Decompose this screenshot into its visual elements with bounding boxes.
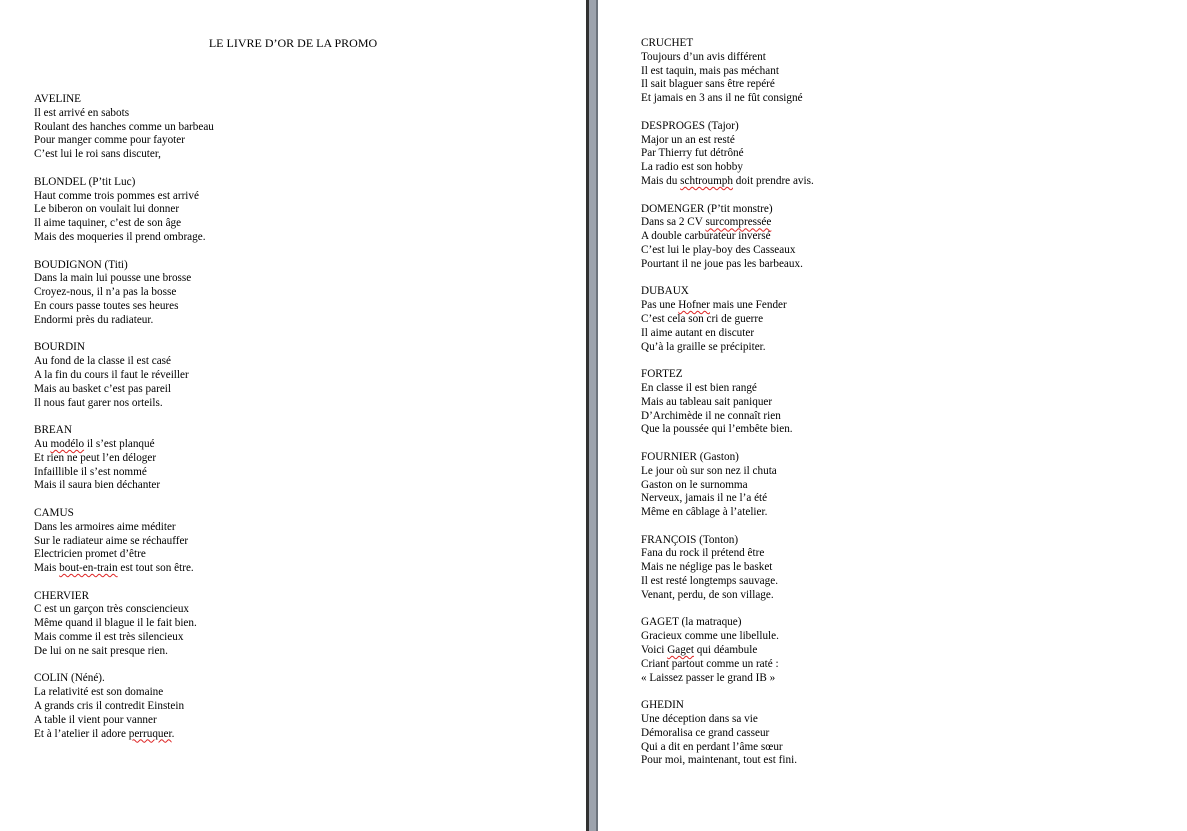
poem-line: Criant partout comme un raté : [641, 657, 779, 670]
spellcheck-flagged-word: perruquer [128, 727, 172, 740]
entry-name: BOUDIGNON (Titi) [34, 258, 128, 271]
poem-line: Croyez-nous, il n’a pas la bosse [34, 286, 177, 299]
poem-line: En cours passe toutes ses heures [34, 299, 179, 312]
poem-line: Et rien ne peut l’en déloger [34, 451, 157, 464]
poem-line: Par Thierry fut détrôné [641, 147, 744, 160]
spellcheck-flagged-word: Hofner [678, 299, 710, 312]
poem-line: Pour moi, maintenant, tout est fini. [641, 754, 797, 767]
poem-entry [34, 672, 214, 741]
poem-line: C est un garçon très consciencieux [34, 603, 190, 616]
poem-line: Mais du schtroumph doit prendre avis. [641, 174, 814, 187]
poem-line: Même en câblage à l’atelier. [641, 506, 768, 519]
poem-line: Il est arrivé en sabots [34, 106, 130, 119]
entry-name: FOURNIER (Gaston) [641, 450, 739, 463]
poem-entry [641, 285, 814, 354]
poem-line: La radio est son hobby [641, 161, 743, 174]
document-title: LE LIVRE D’OR DE LA PROMO [208, 36, 378, 50]
poem-line: Il aime taquiner, c’est de son âge [34, 217, 182, 230]
poem-entry [34, 259, 214, 328]
poem-line: C’est lui le play-boy des Casseaux [641, 243, 796, 256]
poem-line: Dans la main lui pousse une brosse [34, 272, 192, 285]
poem-line: Mais ne néglige pas le basket [641, 561, 773, 574]
poem-entry [34, 507, 214, 576]
poem-entry [34, 176, 214, 245]
poem-line: Que la poussée qui l’embête bien. [641, 423, 793, 436]
poem-entry [641, 616, 814, 685]
poem-line: C’est cela son cri de guerre [641, 312, 764, 325]
poem-entry [641, 699, 814, 768]
entry-name: AVELINE [34, 93, 82, 105]
poem-line: Mais il saura bien déchanter [34, 479, 161, 492]
poem-line: La relativité est son domaine [34, 686, 164, 699]
poem-line: Nerveux, jamais il ne l’a été [641, 492, 768, 505]
poem-line: Mais comme il est très silencieux [34, 631, 184, 644]
poem-line: Haut comme trois pommes est arrivé [34, 189, 199, 202]
poem-line: Il est taquin, mais pas méchant [641, 64, 779, 77]
spellcheck-flagged-word: Gaget [667, 644, 694, 657]
poem-line: Pas une Hofner mais une Fender [641, 299, 787, 312]
poem-line: Pour manger comme pour fayoter [34, 134, 185, 147]
entry-name: FRANÇOIS (Tonton) [641, 533, 739, 546]
poem-line: Il sait blaguer sans être repéré [641, 78, 775, 91]
poem-line: C’est lui le roi sans discuter, [34, 148, 161, 161]
entry-name: DESPROGES (Tajor) [641, 119, 739, 132]
poem-entry [641, 534, 814, 603]
poem-entry [34, 93, 214, 162]
poem-line: Major un an est resté [641, 133, 735, 146]
poem-line: A la fin du cours il faut le réveiller [34, 368, 189, 381]
poem-line: Mais bout-en-train est tout son être. [34, 562, 194, 575]
spellcheck-flagged-word: surcompressée [705, 216, 772, 229]
poem-line: Qu’à la graille se précipiter. [641, 340, 766, 353]
entry-name: COLIN (Néné). [34, 672, 105, 685]
poem-line: Il nous faut garer nos orteils. [34, 396, 163, 409]
poem-line: « Laissez passer le grand IB » [641, 671, 776, 684]
entry-name: CAMUS [34, 506, 74, 519]
poem-line: Dans sa 2 CV surcompressée [641, 216, 772, 229]
page-gutter [586, 0, 598, 831]
entry-name: CHERVIER [34, 589, 90, 602]
entry-name: DOMENGER (P’tit monstre) [641, 202, 773, 215]
left-page [0, 0, 586, 831]
poem-line: Une déception dans sa vie [641, 713, 758, 726]
poem-line: Gracieux comme une libellule. [641, 630, 779, 643]
poem-entry [641, 368, 814, 437]
poem-line: Et à l’atelier il adore perruquer. [34, 727, 175, 740]
poem-line: Roulant des hanches comme un barbeau [34, 120, 214, 133]
poem-line: Mais des moqueries il prend ombrage. [34, 230, 206, 243]
poem-line: Gaston on le surnomma [641, 478, 748, 491]
poem-line: Infaillible il s’est nommé [34, 465, 147, 478]
poem-line: En classe il est bien rangé [641, 381, 757, 394]
entry-name: CRUCHET [641, 37, 694, 49]
entry-name: GHEDIN [641, 699, 684, 712]
poem-entry [641, 120, 814, 189]
entry-name: DUBAUX [641, 285, 689, 298]
poem-line: Il est resté longtemps sauvage. [641, 575, 779, 588]
poem-line: Démoralisa ce grand casseur [641, 726, 770, 739]
poem-entry [34, 424, 214, 493]
entry-name: FORTEZ [641, 368, 683, 381]
poem-line: De lui on ne sait presque rien. [34, 644, 168, 657]
poem-line: A table il vient pour vanner [34, 713, 157, 726]
poem-line: Même quand il blague il le fait bien. [34, 617, 197, 630]
right-column [641, 37, 814, 782]
poem-line: Au modélo il s’est planqué [34, 437, 155, 450]
poem-entry [641, 37, 814, 106]
spellcheck-flagged-word: schtroumph [680, 174, 733, 187]
poem-line: A grands cris il contredit Einstein [34, 700, 185, 713]
entry-name: BOURDIN [34, 341, 85, 354]
poem-line: Mais au basket c’est pas pareil [34, 382, 171, 395]
poem-line: Qui a dit en perdant l’âme sœur [641, 740, 783, 753]
poem-line: Et jamais en 3 ans il ne fût consigné [641, 92, 803, 105]
poem-line: Le jour où sur son nez il chuta [641, 464, 777, 477]
poem-line: Dans les armoires aime méditer [34, 520, 176, 533]
spellcheck-flagged-word: bout-en-train [59, 562, 118, 575]
poem-entry [641, 203, 814, 272]
entry-name: BREAN [34, 424, 72, 437]
poem-line: Endormi près du radiateur. [34, 313, 154, 326]
poem-line: Il aime autant en discuter [641, 326, 755, 339]
poem-line: Voici Gaget qui déambule [641, 644, 758, 657]
entry-name: BLONDEL (P’tit Luc) [34, 175, 136, 188]
poem-line: Fana du rock il prétend être [641, 547, 765, 560]
poem-line: Le biberon on voulait lui donner [34, 203, 180, 216]
spellcheck-flagged-word: modélo [50, 437, 85, 450]
gutter-edge-left [586, 0, 589, 831]
poem-line: A double carburateur inversé [641, 230, 771, 243]
poem-line: Venant, perdu, de son village. [641, 588, 774, 601]
poem-line: D’Archimède il ne connaît rien [641, 409, 781, 422]
poem-line: Electricien promet d’être [34, 548, 146, 561]
poem-entry [34, 590, 214, 659]
left-column [34, 93, 214, 755]
poem-entry [641, 451, 814, 520]
poem-entry [34, 341, 214, 410]
entry-name: GAGET (la matraque) [641, 616, 742, 629]
poem-line: Mais au tableau sait paniquer [641, 395, 773, 408]
poem-line: Pourtant il ne joue pas les barbeaux. [641, 257, 803, 270]
poem-line: Sur le radiateur aime se réchauffer [34, 534, 189, 547]
right-page [598, 0, 1187, 831]
poem-line: Toujours d’un avis différent [641, 50, 766, 63]
poem-line: Au fond de la classe il est casé [34, 355, 171, 368]
